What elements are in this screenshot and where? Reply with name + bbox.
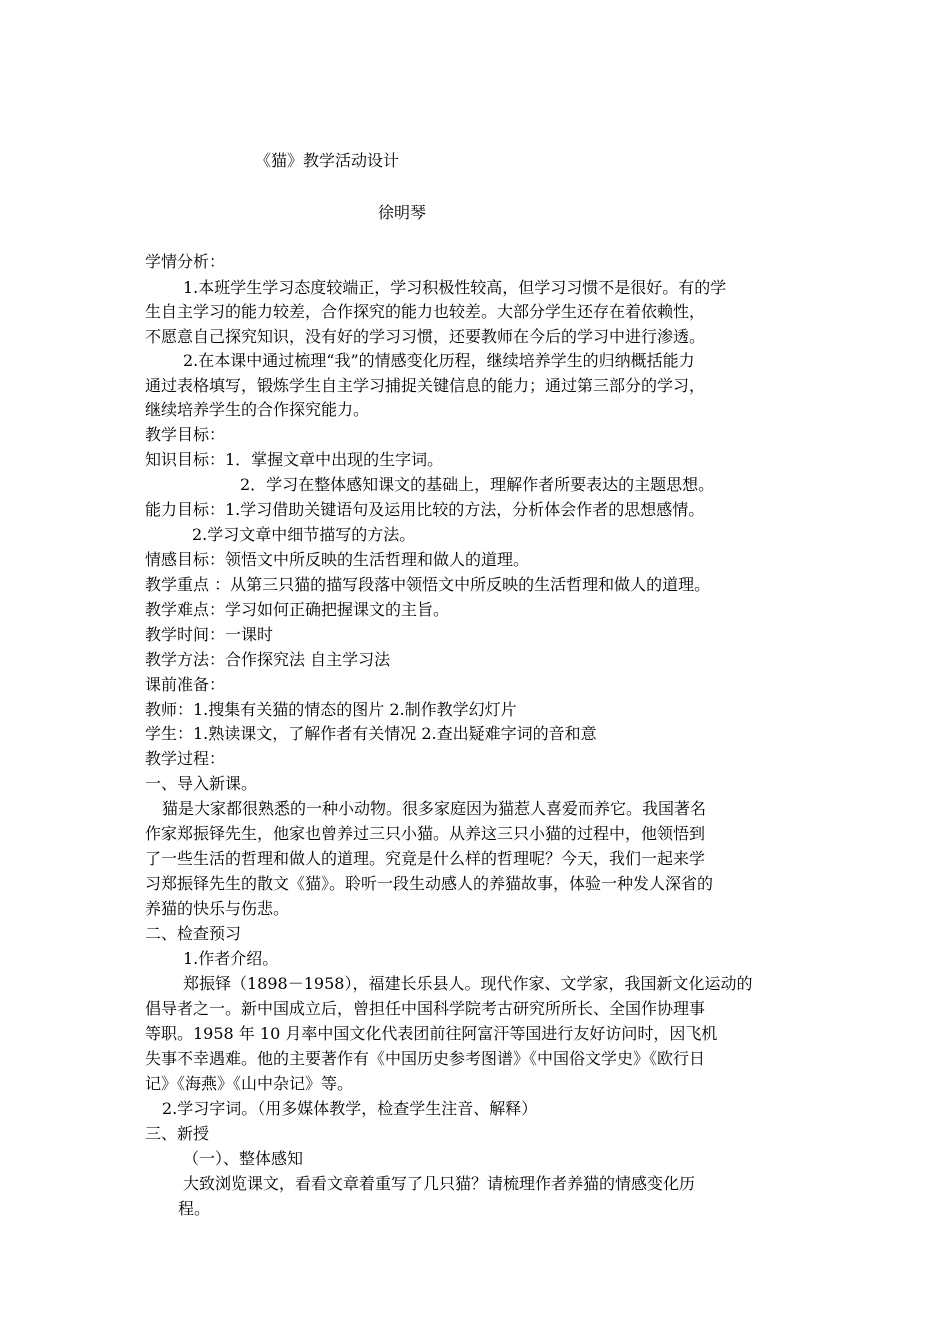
paragraph-line: 教学重点 ：从第三只猫的描写段落中领悟文中所反映的生活哲理和做人的道理。 (145, 575, 711, 594)
paragraph-line: 失事不幸遇难。他的主要著作有《中国历史参考图谱》《中国俗文学史》《欧行日 (145, 1049, 706, 1068)
paragraph-line: 不愿意自己探究知识，没有好的学习习惯，还要教师在今后的学习中进行渗透。 (145, 327, 706, 346)
section-heading: 一、导入新课。 (145, 774, 258, 793)
paragraph-line: 学生：1.熟读课文，了解作者有关情况 2.查出疑难字词的音和意 (145, 724, 597, 743)
section-heading: （一）、整体感知 (183, 1149, 304, 1168)
paragraph-line: 养猫的快乐与伤悲。 (145, 899, 290, 918)
paragraph-line: 倡导者之一。新中国成立后，曾担任中国科学院考古研究所所长、全国作协理事 (145, 999, 706, 1018)
document-author: 徐明琴 (378, 203, 427, 222)
section-heading: 教学目标： (145, 425, 226, 444)
section-heading: 三、新授 (145, 1124, 210, 1143)
paragraph-line: 教学方法：合作探究法 自主学习法 (145, 650, 391, 669)
document-title: 《猫》教学活动设计 (255, 151, 400, 170)
paragraph-line: 继续培养学生的合作探究能力。 (145, 400, 370, 419)
paragraph-line: 习郑振铎先生的散文《猫》。聆听一段生动感人的养猫故事，体验一种发人深省的 (145, 874, 714, 893)
paragraph-line: 2.学习文章中细节描写的方法。 (192, 525, 416, 544)
paragraph-line: 郑振铎（1898－1958），福建长乐县人。现代作家、文学家，我国新文化运动的 (183, 974, 753, 993)
paragraph-line: 1.本班学生学习态度较端正，学习积极性较高，但学习习惯不是很好。有的学 (183, 278, 727, 297)
paragraph-line: 通过表格填写，锻炼学生自主学习捕捉关键信息的能力；通过第三部分的学习， (145, 376, 706, 395)
section-heading: 教学过程： (145, 749, 226, 768)
paragraph-line: 2.学习字词。（用多媒体教学，检查学生注音、解释） (162, 1099, 538, 1118)
paragraph-line: 教师：1.搜集有关猫的情态的图片 2.制作教学幻灯片 (145, 700, 517, 719)
paragraph-line: 猫是大家都很熟悉的一种小动物。很多家庭因为猫惹人喜爱而养它。我国著名 (162, 799, 707, 818)
paragraph-line: 2．学习在整体感知课文的基础上，理解作者所要表达的主题思想。 (240, 475, 715, 494)
paragraph-line: 程。 (178, 1199, 211, 1218)
paragraph-line: 1.作者介绍。 (183, 949, 279, 968)
paragraph-line: 作家郑振铎先生，他家也曾养过三只小猫。从养这三只小猫的过程中，他领悟到 (145, 824, 706, 843)
paragraph-line: 能力目标：1.学习借助关键语句及运用比较的方法，分析体会作者的思想感情。 (145, 500, 705, 519)
paragraph-line: 教学时间：一课时 (145, 625, 274, 644)
paragraph-line: 大致浏览课文，看看文章着重写了几只猫？请梳理作者养猫的情感变化历 (183, 1174, 696, 1193)
paragraph-line: 情感目标：领悟文中所反映的生活哲理和做人的道理。 (145, 550, 530, 569)
section-heading: 学情分析： (145, 252, 226, 271)
paragraph-line: 等职。1958 年 10 月率中国文化代表团前往阿富汗等国进行友好访问时，因飞机 (145, 1024, 718, 1043)
section-heading: 二、检查预习 (145, 924, 242, 943)
paragraph-line: 知识目标：1．掌握文章中出现的生字词。 (145, 450, 444, 469)
paragraph-line: 了一些生活的哲理和做人的道理。究竟是什么样的哲理呢？今天，我们一起来学 (145, 849, 706, 868)
paragraph-line: 教学难点：学习如何正确把握课文的主旨。 (145, 600, 450, 619)
paragraph-line: 2.在本课中通过梳理“我”的情感变化历程，继续培养学生的归纳概括能力 (183, 351, 695, 370)
section-heading: 课前准备： (145, 675, 226, 694)
paragraph-line: 生自主学习的能力较差，合作探究的能力也较差。大部分学生还存在着依赖性， (145, 302, 706, 321)
paragraph-line: 记》《海燕》《山中杂记》等。 (145, 1074, 354, 1093)
